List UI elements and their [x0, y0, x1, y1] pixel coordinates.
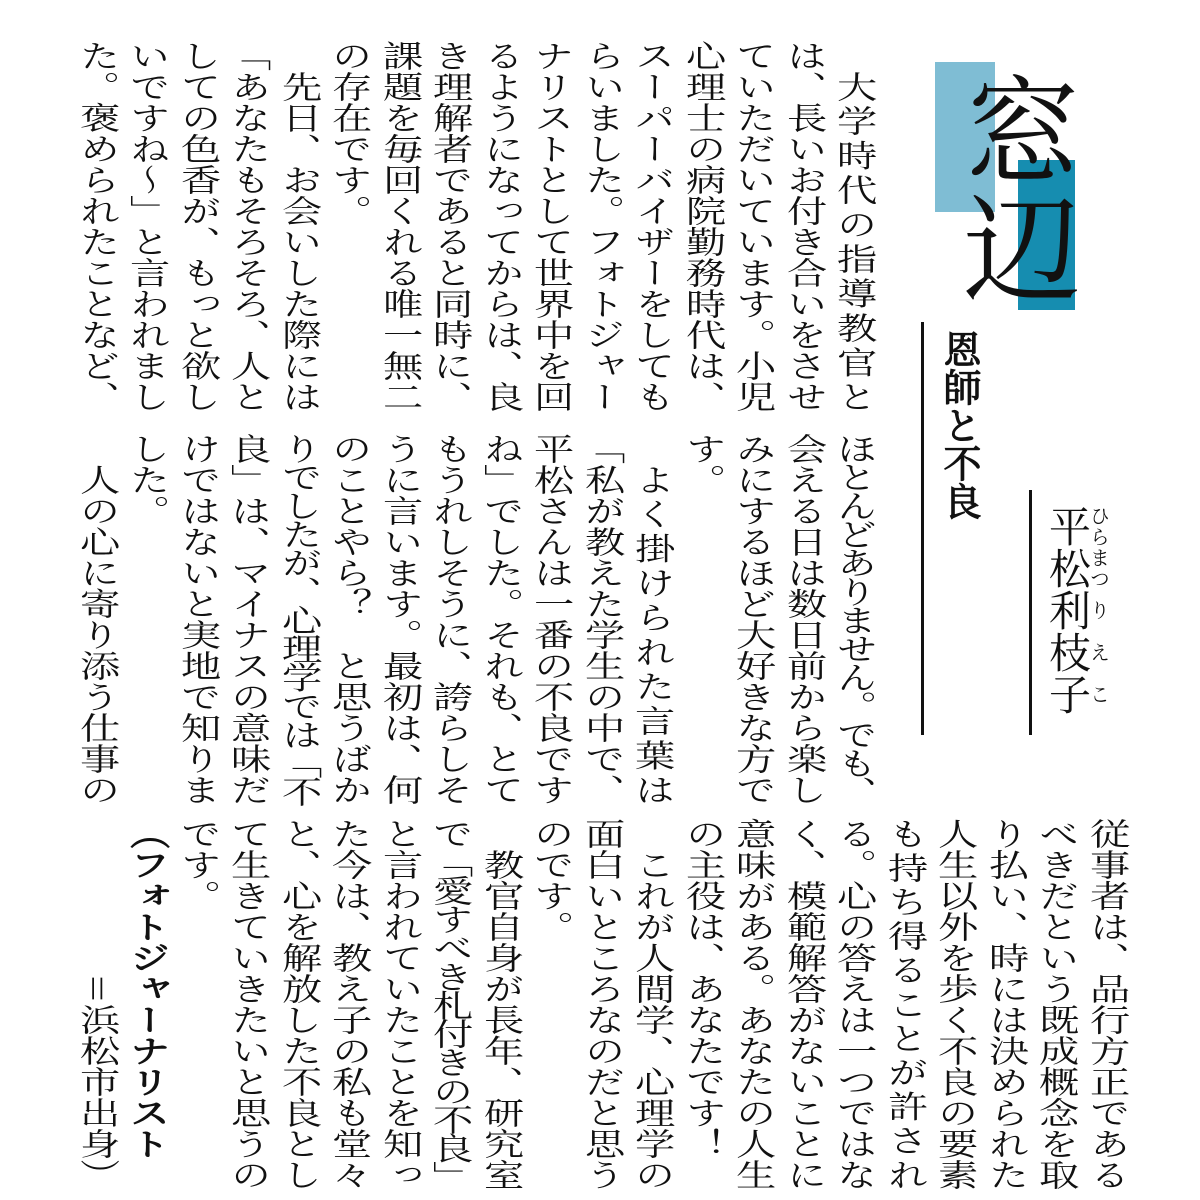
body-line: です。 — [172, 818, 220, 911]
body-line: と言われていたことを知っ — [374, 818, 422, 1190]
author-char-reading: まつ — [1086, 547, 1111, 589]
body-line: いですね〜」と言われまし — [122, 40, 170, 412]
body-line: よく掛けられた言葉は — [627, 464, 675, 805]
author-char-reading: り — [1086, 589, 1111, 631]
body-line: も持ち得ることが許され — [879, 818, 927, 1190]
body-line: 先日、お会いした際には — [273, 71, 321, 412]
body-line: 「私が教えた学生の中で、 — [576, 433, 624, 805]
body-line: のことやら？ と思うばか — [324, 433, 372, 805]
author-name — [1045, 505, 1109, 715]
author-char — [1043, 673, 1111, 715]
body-line: みにするほど大好きな方で — [728, 433, 776, 805]
body-line: りでしたが、心理学では「不 — [273, 433, 321, 806]
body-line: の存在です。 — [324, 40, 372, 226]
body-line: は、長いお付き合いをさせ — [778, 40, 826, 412]
body-line: 人の心に寄り添う仕事の — [71, 464, 119, 805]
article-body-lower — [70, 818, 1131, 1190]
body-line: の主役は、あなたです！ — [677, 818, 725, 1159]
author-char-reading: え — [1086, 631, 1111, 673]
author-char-base: 利 — [1043, 589, 1092, 631]
article-body-upper — [70, 40, 878, 412]
body-line: けではないと実地で知りま — [172, 433, 220, 805]
body-line: と、心を解放した不良とし — [273, 818, 321, 1190]
body-line: ナリストとして世界中を回 — [526, 40, 574, 412]
author-char-base: 松 — [1043, 547, 1092, 589]
body-line: 人生以外を歩く不良の要素 — [930, 818, 978, 1190]
body-line: 「あなたもそろそろ、人と — [223, 40, 271, 412]
author-char-base: 平 — [1043, 505, 1092, 547]
column-name: 窓辺 — [943, 70, 1081, 306]
body-line: く、模範解答がないことに — [778, 818, 826, 1190]
body-line: て生きていきたいと思うの — [223, 818, 271, 1190]
body-line: 心理士の病院勤務時代は、 — [677, 40, 725, 412]
body-line: 課題を毎回くれる唯一無二 — [374, 40, 422, 412]
body-line: ほとんどありません。でも、 — [829, 433, 877, 806]
article-title: 恩師と不良 — [937, 330, 981, 520]
author-char-base: 子 — [1043, 673, 1092, 715]
byline-occupation: （フォトジャーナリスト — [122, 818, 170, 1159]
body-line: うに言います。最初は、何 — [374, 433, 422, 805]
author-char — [1043, 589, 1111, 631]
body-line: もうれしそうに、誇らしそ — [425, 433, 473, 805]
author-char — [1043, 631, 1111, 673]
author-rule — [1029, 490, 1032, 735]
body-line: 会える日は数日前から楽し — [778, 433, 826, 805]
body-line: た今は、教え子の私も堂々 — [324, 818, 372, 1190]
body-line: す。 — [677, 433, 725, 495]
body-line: スーパーバイザーをしても — [627, 40, 675, 412]
body-line: らいました。フォトジャー — [576, 40, 624, 412]
body-line: 教官自身が長年、研究室 — [475, 849, 523, 1190]
author-char-base: 枝 — [1043, 631, 1092, 673]
body-line: ね」でした。それも、とて — [475, 433, 523, 805]
author-char-reading: ひら — [1086, 505, 1111, 547]
body-line: るようになってからは、良 — [475, 40, 523, 412]
article-body-middle — [70, 433, 878, 805]
body-line: る。心の答えは一つではな — [829, 818, 877, 1190]
body-line: しての色香が、もっと欲し — [172, 40, 220, 412]
body-line: 良」は、マイナスの意味だ — [223, 433, 271, 805]
body-line: これが人間学、心理学の — [627, 849, 675, 1190]
author-char — [1043, 547, 1111, 589]
author-char — [1043, 505, 1111, 547]
body-line: べきだという既成概念を取 — [1031, 818, 1079, 1190]
body-line: き理解者であると同時に、 — [425, 40, 473, 412]
body-line: 大学時代の指導教官と — [829, 71, 877, 412]
body-line: のです。 — [526, 818, 574, 942]
body-line: した。 — [122, 433, 170, 526]
body-line: た。褒められたことなど、 — [71, 40, 119, 412]
body-line: り払い、時には決められた — [980, 818, 1028, 1190]
body-line: で「愛すべき札付きの不良」 — [425, 818, 473, 1191]
title-rule — [921, 322, 924, 735]
body-line: 意味がある。あなたの人生 — [728, 818, 776, 1190]
body-line: ていただいています。小児 — [728, 40, 776, 412]
byline-hometown: ＝浜松市出身） — [71, 973, 119, 1190]
author-char-reading: こ — [1086, 673, 1111, 715]
body-line: 従事者は、品行方正である — [1081, 818, 1129, 1190]
body-line: 平松さんは一番の不良です — [526, 433, 574, 805]
body-line: 面白いところなのだと思う — [576, 818, 624, 1190]
